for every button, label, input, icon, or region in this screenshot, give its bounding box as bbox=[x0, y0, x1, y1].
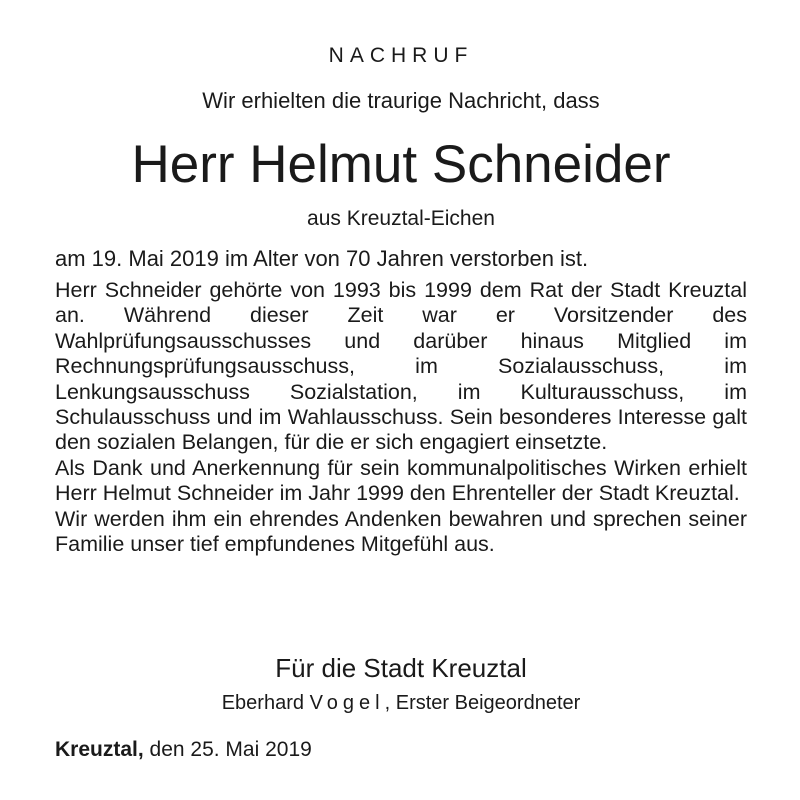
signer-first-name: Eberhard bbox=[221, 692, 304, 714]
date: den 25. Mai 2019 bbox=[143, 738, 312, 761]
intro-line: Wir erhielten die traurige Nachricht, dass bbox=[202, 88, 600, 113]
death-date-line: am 19. Mai 2019 im Alter von 70 Jahren verstorben ist. bbox=[55, 246, 589, 271]
signer-last-name: Vogel bbox=[309, 692, 385, 714]
signer-title: , Erster Beigeordneter bbox=[384, 692, 581, 714]
obituary-body bbox=[55, 278, 747, 557]
obituary-notice bbox=[55, 0, 747, 800]
paragraph-condolence: Wir werden ihm ein ehrendes Andenken bewahren und sprechen seiner Familie unser tief empfundenes Mitgefühl aus. bbox=[55, 506, 747, 557]
deceased-name: Herr Helmut Schneider bbox=[131, 135, 671, 194]
origin-line: aus Kreuztal-Eichen bbox=[307, 207, 495, 230]
place-date-line bbox=[55, 735, 747, 765]
notice-heading: NACHRUF bbox=[328, 44, 474, 67]
signature-person bbox=[55, 689, 747, 717]
paragraph-career: Herr Schneider gehörte von 1993 bis 1999 dem Rat der Stadt Kreuztal an. Während dieser Zeit war er Vorsitzender des Wahlprüfungsausschusses und darüber hinaus Mitglied im Rechnungsprüfungsausschuss, im Sozialausschuss, im Lenkungsausschuss Sozialstation, im Kulturausschuss, im Schulausschuss und im Wahlausschuss. Sein besonderes Interesse galt den sozialen Belangen, für die er sich engagiert einsetzte. bbox=[55, 278, 747, 455]
paragraph-honor: Als Dank und Anerkennung für sein kommunalpolitisches Wirken erhielt Herr Helmut Schneider im Jahr 1999 den Ehrenteller der Stadt Kreuztal. bbox=[55, 455, 747, 506]
place: Kreuztal, bbox=[55, 738, 144, 761]
signature-organization: Für die Stadt Kreuztal bbox=[275, 653, 527, 683]
